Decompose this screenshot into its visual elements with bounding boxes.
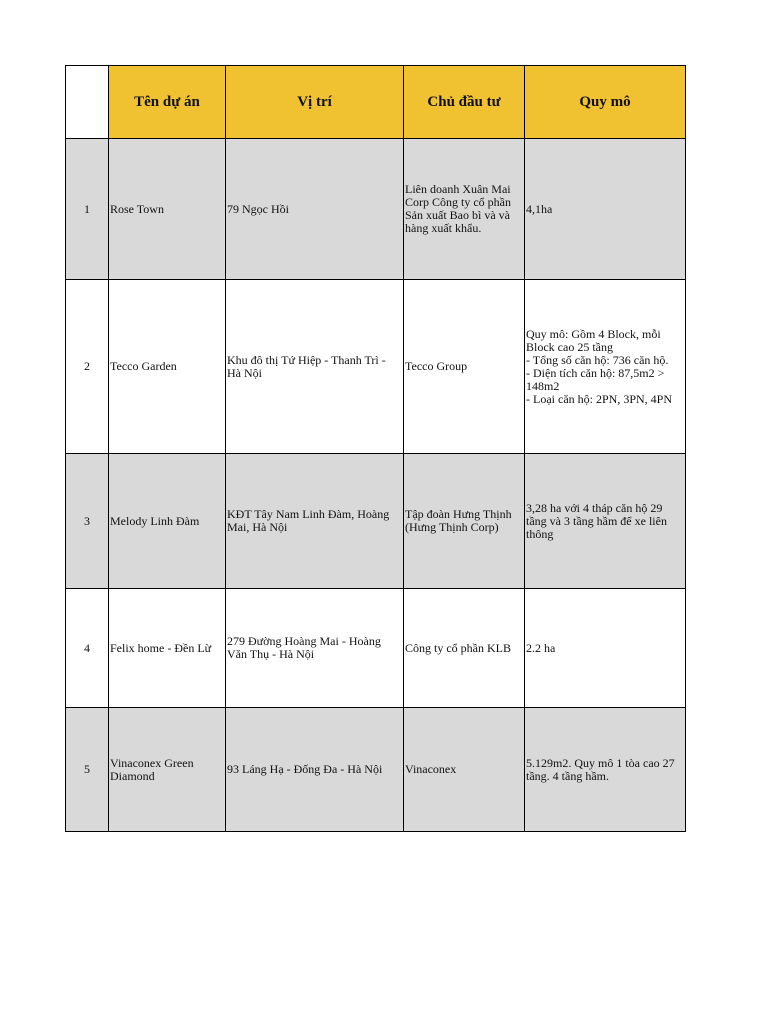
scale-cell: 5.129m2. Quy mô 1 tòa cao 27 tầng. 4 tầng hầm. xyxy=(525,708,686,832)
table-row xyxy=(66,589,686,708)
location-cell: 93 Láng Hạ - Đống Đa - Hà Nội xyxy=(226,708,404,832)
location-cell: 79 Ngọc Hồi xyxy=(226,139,404,280)
row-index: 5 xyxy=(66,708,109,832)
investor-cell: Tập đoàn Hưng Thịnh (Hưng Thịnh Corp) xyxy=(404,454,525,589)
scale-cell: Quy mô: Gồm 4 Block, mỗi Block cao 25 tầng - Tổng số căn hộ: 736 căn hộ. - Diện tích căn hộ: 87,5m2 > 148m2 - Loại căn hộ: 2PN, 3PN, 4PN xyxy=(525,280,686,454)
scale-cell: 3,28 ha với 4 tháp căn hộ 29 tầng và 3 tầng hầm để xe liên thông xyxy=(525,454,686,589)
project-name-cell: Felix home - Đền Lừ xyxy=(109,589,226,708)
header-index xyxy=(66,66,109,139)
row-index: 1 xyxy=(66,139,109,280)
header-project-name: Tên dự án xyxy=(109,66,226,139)
table-row xyxy=(66,280,686,454)
project-table xyxy=(65,65,686,832)
project-name-cell: Melody Linh Đàm xyxy=(109,454,226,589)
row-index: 2 xyxy=(66,280,109,454)
investor-cell: Liên doanh Xuân Mai Corp Công ty cổ phần Sản xuất Bao bì và và hàng xuất khẩu. xyxy=(404,139,525,280)
row-index: 4 xyxy=(66,589,109,708)
project-name-cell: Rose Town xyxy=(109,139,226,280)
header-scale: Quy mô xyxy=(525,66,686,139)
location-cell: KĐT Tây Nam Linh Đàm, Hoàng Mai, Hà Nội xyxy=(226,454,404,589)
row-index: 3 xyxy=(66,454,109,589)
table-row xyxy=(66,708,686,832)
investor-cell: Công ty cổ phần KLB xyxy=(404,589,525,708)
header-investor: Chủ đầu tư xyxy=(404,66,525,139)
project-name-cell: Tecco Garden xyxy=(109,280,226,454)
location-cell: Khu đô thị Tứ Hiệp - Thanh Trì - Hà Nội xyxy=(226,280,404,454)
investor-cell: Vinaconex xyxy=(404,708,525,832)
scale-cell: 2.2 ha xyxy=(525,589,686,708)
location-cell: 279 Đường Hoàng Mai - Hoàng Văn Thụ - Hà Nội xyxy=(226,589,404,708)
project-name-cell: Vinaconex Green Diamond xyxy=(109,708,226,832)
header-location: Vị trí xyxy=(226,66,404,139)
scale-cell: 4,1ha xyxy=(525,139,686,280)
investor-cell: Tecco Group xyxy=(404,280,525,454)
table-row xyxy=(66,454,686,589)
table-row xyxy=(66,139,686,280)
header-row xyxy=(66,66,686,139)
